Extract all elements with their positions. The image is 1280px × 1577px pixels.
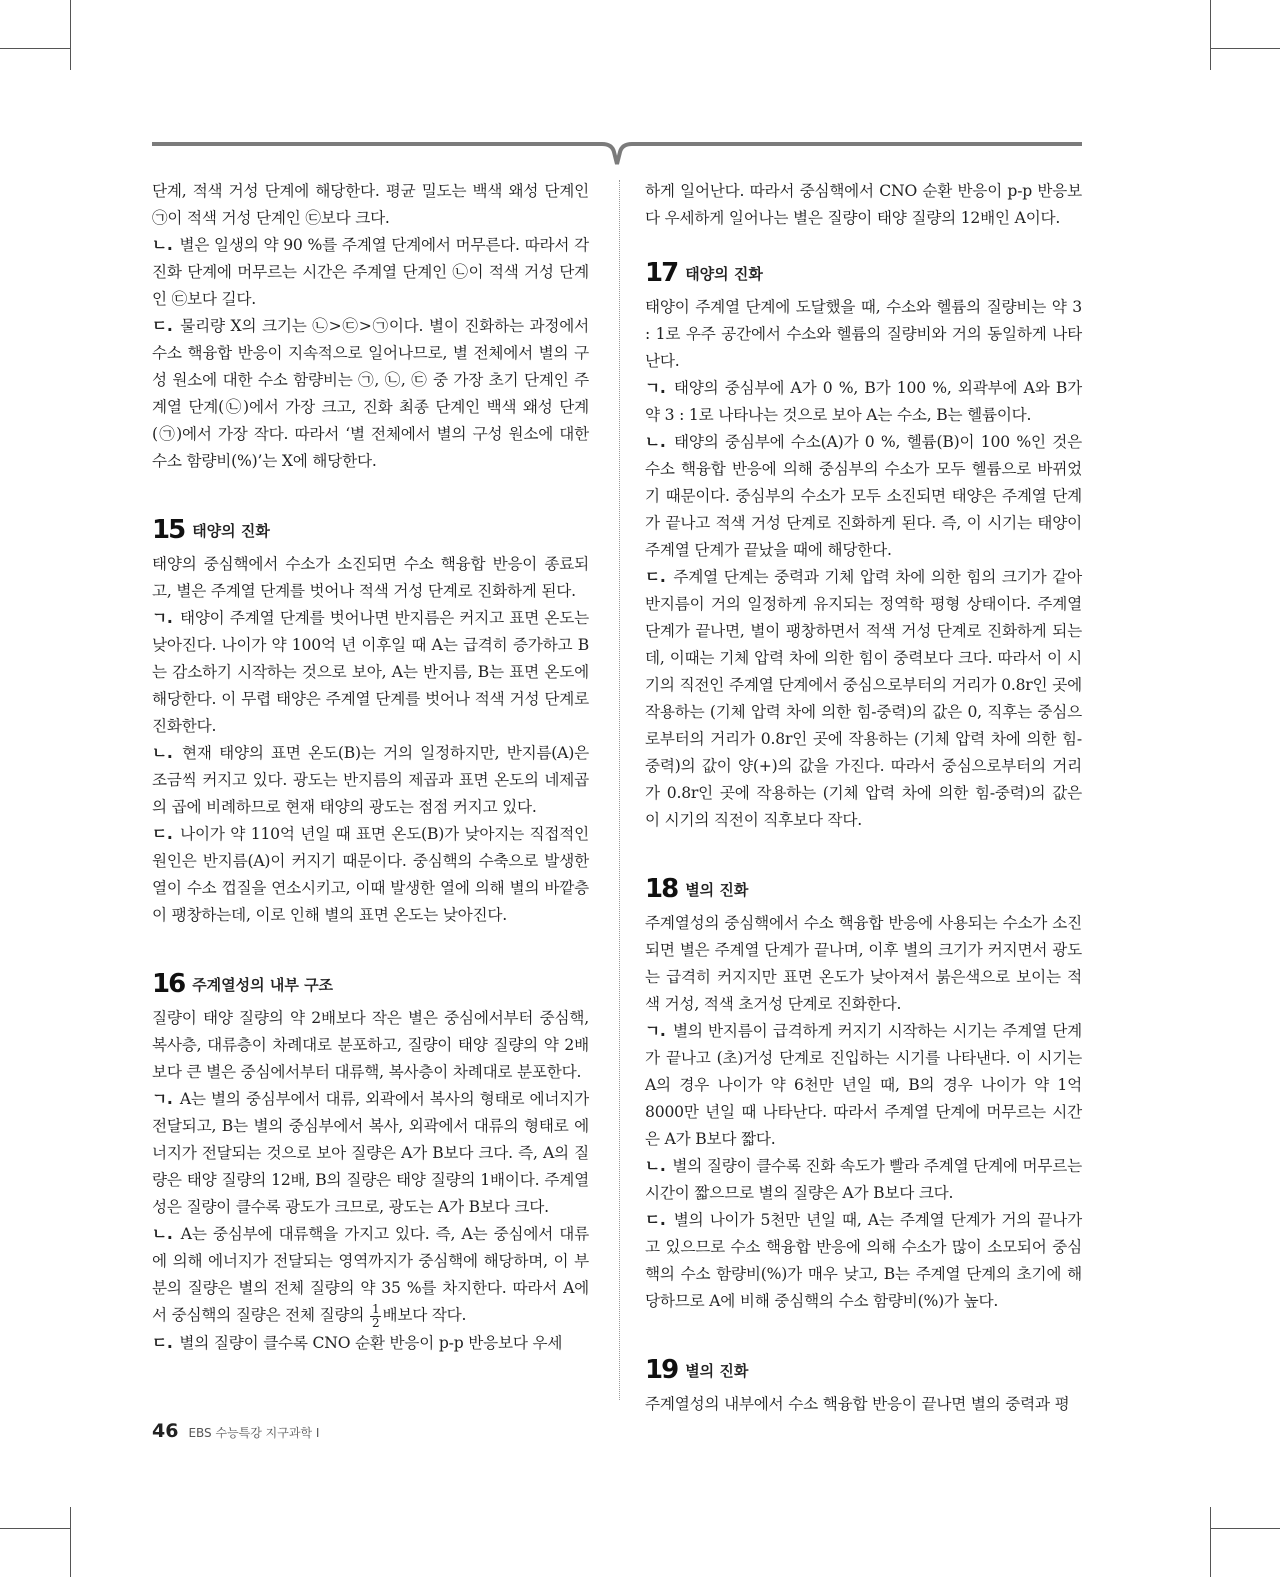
text-paragraph: ㄷ. 주계열 단계는 중력과 기체 압력 차에 의한 힘의 크기가 같아 반지름이 거의 일정하게 유지되는 정역학 평형 상태이다. 주계열 단계가 끝나면, 별이 팽창하면서 적색 거성 단계로 진화하게 되는데, 이때는 기체 압력 차에 의한 힘이 중력보다 크다. 따라서 이 시기의 직전인 주계열 단계에서 중심으로부터의 거리가 0.8r인 곳에 작용하는 (기체 압력 차에 의한 힘-중력)의 값은 0, 직후는 중심으로부터의 거리가 0.8r인 곳에 작용하는 (기체 압력 차에 의한 힘-중력)의 값이 양(+)의 값을 가진다. 따라서 중심으로부터의 거리가 0.8r인 곳에 작용하는 (기체 압력 차에 의한 힘-중력)의 값은 이 시기의 직전이 직후보다 작다. bbox=[645, 568, 1082, 829]
text-paragraph: 질량이 태양 질량의 약 2배보다 작은 별은 중심에서부터 중심핵, 복사층, 대류층이 차례대로 분포하고, 질량이 태양 질량의 약 2배보다 큰 별은 중심에서부터 대류핵, 복사층이 차례대로 분포한다. bbox=[152, 1009, 589, 1081]
section-title: 태양의 진화 bbox=[192, 521, 270, 540]
choice-marker: ㄷ. bbox=[152, 825, 173, 843]
choice-marker: ㄴ. bbox=[152, 236, 173, 254]
text-paragraph: ㄴ. 별은 일생의 약 90 %를 주계열 단계에서 머무른다. 따라서 각 진화 단계에 머무르는 시간은 주계열 단계인 ㉡이 적색 거성 단계인 ㉢보다 길다. bbox=[152, 236, 589, 308]
crop-mark bbox=[0, 48, 70, 49]
choice-marker: ㄱ. bbox=[645, 379, 666, 397]
text-paragraph: ㄱ. A는 별의 중심부에서 대류, 외곽에서 복사의 형태로 에너지가 전달되고, B는 별의 중심부에서 복사, 외곽에서 대류의 형태로 에너지가 전달되는 것으로 보아 질량은 A가 B보다 크다. 즉, A의 질량은 태양 질량의 12배, B의 질량은 태양 질량의 1배이다. 주계열성은 질량이 클수록 광도가 크므로, 광도는 A가 B보다 크다. bbox=[152, 1090, 589, 1216]
section-number: 15 bbox=[152, 515, 185, 545]
section-heading-17 bbox=[645, 256, 1082, 290]
crop-mark bbox=[0, 1528, 70, 1529]
text-paragraph: 태양이 주계열 단계에 도달했을 때, 수소와 헬륨의 질량비는 약 3 : 1로 우주 공간에서 수소와 헬륨의 질량비와 거의 동일하게 나타난다. bbox=[645, 298, 1082, 370]
text-paragraph: ㄱ. 태양의 중심부에 A가 0 %, B가 100 %, 외곽부에 A와 B가 약 3 : 1로 나타나는 것으로 보아 A는 수소, B는 헬륨이다. bbox=[645, 379, 1082, 424]
section-number: 19 bbox=[645, 1355, 678, 1385]
text-paragraph: ㄴ. A는 중심부에 대류핵을 가지고 있다. 즉, A는 중심에서 대류에 의해 에너지가 전달되는 영역까지가 중심핵에 해당하며, 이 부분의 질량은 별의 전체 질량의 약 35 %를 차지한다. 따라서 A에서 중심핵의 질량은 전체 질량의 $\frac{1}{2}$ 배보다 작다. bbox=[152, 1225, 589, 1330]
section-title: 별의 진화 bbox=[685, 1361, 749, 1380]
text-paragraph: 주계열성의 중심핵에서 수소 핵융합 반응에 사용되는 수소가 소진되면 별은 주계열 단계가 끝나며, 이후 별의 크기가 커지면서 광도는 급격히 커지지만 표면 온도가 낮아져서 붉은색으로 보이는 적색 거성, 적색 초거성 단계로 진화한다. bbox=[645, 914, 1082, 1013]
section-number: 18 bbox=[645, 874, 678, 904]
text-paragraph: ㄷ. 별의 나이가 5천만 년일 때, A는 주계열 단계가 거의 끝나가고 있으므로 수소 핵융합 반응에 의해 수소가 많이 소모되어 중심핵의 수소 함량비(%)가 매우 낮고, B는 주계열 단계의 초기에 해당하므로 A에 비해 중심핵의 수소 함량비(%)가 높다. bbox=[645, 1211, 1082, 1310]
text-paragraph: 주계열성의 내부에서 수소 핵융합 반응이 끝나면 별의 중력과 평 bbox=[645, 1395, 1070, 1413]
fraction: $\frac{1}{2}$ bbox=[372, 1301, 380, 1330]
page-footer bbox=[152, 1420, 319, 1442]
right-column bbox=[645, 178, 1082, 1418]
section-heading-19 bbox=[645, 1353, 1082, 1387]
choice-marker: ㄴ. bbox=[152, 744, 173, 762]
choice-marker: ㄷ. bbox=[645, 1211, 666, 1229]
text-paragraph: ㄱ. 별의 반지름이 급격하게 커지기 시작하는 시기는 주계열 단계가 끝나고 (초)거성 단계로 진입하는 시기를 나타낸다. 이 시기는 A의 경우 나이가 약 6천만 년일 때, B의 경우 나이가 약 1억 8000만 년일 때 나타난다. 따라서 주계열 단계에 머무르는 시간은 A가 B보다 짧다. bbox=[645, 1022, 1082, 1148]
section-title: 별의 진화 bbox=[685, 880, 749, 899]
text-paragraph: ㄷ. 나이가 약 110억 년일 때 표면 온도(B)가 낮아지는 직접적인 원인은 반지름(A)이 커지기 때문이다. 중심핵의 수축으로 발생한 열이 수소 껍질을 연소시키고, 이때 발생한 열에 의해 별의 바깥층이 팽창하는데, 이로 인해 별의 표면 온도는 낮아진다. bbox=[152, 825, 589, 924]
choice-marker: ㄴ. bbox=[645, 433, 666, 451]
crop-mark bbox=[1210, 1528, 1280, 1529]
choice-marker: ㄷ. bbox=[152, 1333, 173, 1352]
text-paragraph: ㄴ. 태양의 중심부에 수소(A)가 0 %, 헬륨(B)이 100 %인 것은 수소 핵융합 반응에 의해 중심부의 수소가 모두 헬륨으로 바뀌었기 때문이다. 중심부의 수소가 모두 소진되면 태양은 주계열 단계가 끝나고 적색 거성 단계로 진화하게 된다. 즉, 이 시기는 태양이 주계열 단계가 끝났을 때에 해당한다. bbox=[645, 433, 1082, 559]
section-heading-15 bbox=[152, 513, 589, 547]
section-heading-18 bbox=[645, 872, 1082, 906]
choice-marker: ㄱ. bbox=[152, 1090, 173, 1108]
text-paragraph: 하게 일어난다. 따라서 중심핵에서 CNO 순환 반응이 p-p 반응보다 우세하게 일어나는 별은 질량이 태양 질량의 12배인 A이다. bbox=[645, 182, 1082, 227]
left-column bbox=[152, 178, 589, 1357]
text-paragraph: 태양의 중심핵에서 수소가 소진되면 수소 핵융합 반응이 종료되고, 별은 주계열 단계를 벗어나 적색 거성 단계로 진화하게 된다. bbox=[152, 555, 589, 600]
choice-marker: ㄷ. bbox=[645, 568, 666, 586]
section-title: 주계열성의 내부 구조 bbox=[192, 975, 334, 994]
page-number: 46 bbox=[152, 1420, 179, 1442]
crop-mark bbox=[1210, 0, 1211, 70]
section-number: 17 bbox=[645, 258, 678, 288]
choice-marker: ㄴ. bbox=[152, 1225, 173, 1243]
text-paragraph: ㄱ. 태양이 주계열 단계를 벗어나면 반지름은 커지고 표면 온도는 낮아진다. 나이가 약 100억 년 이후일 때 A는 급격히 증가하고 B는 감소하기 시작하는 것으로 보아, A는 반지름, B는 표면 온도에 해당한다. 이 무렵 태양은 주계열 단계를 벗어나 적색 거성 단계로 진화한다. bbox=[152, 609, 589, 735]
text-paragraph: ㄷ. 별의 질량이 클수록 CNO 순환 반응이 p-p 반응보다 우세 bbox=[152, 1333, 563, 1352]
section-title: 태양의 진화 bbox=[685, 264, 763, 283]
crop-mark bbox=[1210, 1507, 1211, 1577]
choice-marker: ㄱ. bbox=[645, 1022, 666, 1040]
text-paragraph: 단계, 적색 거성 단계에 해당한다. 평균 밀도는 백색 왜성 단계인 ㉠이 적색 거성 단계인 ㉢보다 크다. bbox=[152, 182, 589, 227]
choice-marker: ㄴ. bbox=[645, 1157, 666, 1175]
column-divider bbox=[619, 180, 620, 1400]
choice-marker: ㄷ. bbox=[152, 317, 173, 335]
text-paragraph: ㄴ. 현재 태양의 표면 온도(B)는 거의 일정하지만, 반지름(A)은 조금씩 커지고 있다. 광도는 반지름의 제곱과 표면 온도의 네제곱의 곱에 비례하므로 현재 태양의 광도는 점점 커지고 있다. bbox=[152, 744, 589, 816]
text-paragraph: ㄷ. 물리량 X의 크기는 ㉡>㉢>㉠이다. 별이 진화하는 과정에서 수소 핵융합 반응이 지속적으로 일어나므로, 별 전체에서 별의 구성 원소에 대한 수소 함량비는 ㉠, ㉡, ㉢ 중 가장 초기 단계인 주계열 단계(㉡)에서 가장 크고, 진화 최종 단계인 백색 왜성 단계(㉠)에서 가장 작다. 따라서 ‘별 전체에서 별의 구성 원소에 대한 수소 함량비(%)’는 X에 해당한다. bbox=[152, 317, 589, 470]
crop-mark bbox=[70, 1507, 71, 1577]
text-paragraph: ㄴ. 별의 질량이 클수록 진화 속도가 빨라 주계열 단계에 머무르는 시간이 짧으므로 별의 질량은 A가 B보다 크다. bbox=[645, 1157, 1083, 1202]
section-number: 16 bbox=[152, 969, 185, 999]
header-rule bbox=[152, 140, 1082, 170]
crop-mark bbox=[70, 0, 71, 70]
section-heading-16 bbox=[152, 967, 589, 1001]
crop-mark bbox=[1210, 48, 1280, 49]
choice-marker: ㄱ. bbox=[152, 609, 173, 627]
book-title: EBS 수능특강 지구과학 Ⅰ bbox=[188, 1426, 320, 1440]
